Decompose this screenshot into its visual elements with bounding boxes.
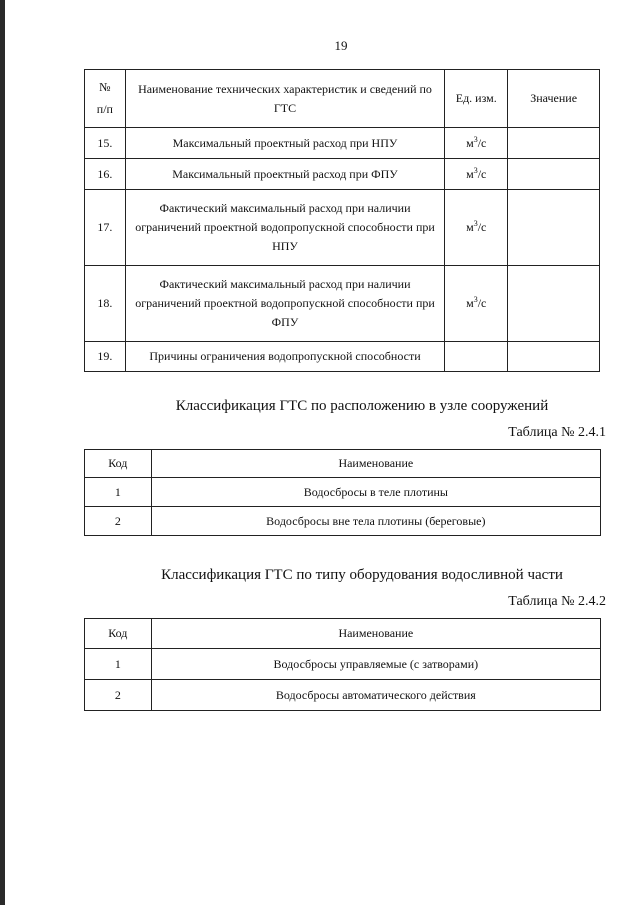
row-name: Водосбросы в теле плотины xyxy=(151,478,600,507)
table-row xyxy=(85,128,600,159)
unit-superscript: 3 xyxy=(473,295,478,304)
unit-base: м xyxy=(466,220,474,234)
row-code: 1 xyxy=(85,478,152,507)
row-code: 2 xyxy=(85,507,152,536)
row-name: Водосбросы управляемые (с затворами) xyxy=(151,649,600,680)
unit-superscript: 3 xyxy=(473,134,478,144)
table-row xyxy=(85,159,600,190)
table-label-2-4-2: Таблица № 2.4.2 xyxy=(508,594,606,609)
page-edge xyxy=(0,0,5,905)
classification-table-equipment xyxy=(84,618,601,711)
row-name: Фактический максимальный расход при наличии ограничений проектной водопропускной способности при НПУ xyxy=(125,190,445,266)
row-value xyxy=(508,128,600,159)
row-name: Причины ограничения водопропускной способности xyxy=(125,342,445,372)
row-unit xyxy=(445,342,508,372)
row-number: 19. xyxy=(85,342,126,372)
header-number-symbol: № xyxy=(99,80,111,94)
unit-tail: /с xyxy=(477,135,487,150)
row-unit xyxy=(445,266,508,342)
header-number xyxy=(85,70,126,128)
row-number: 18. xyxy=(85,266,126,342)
row-unit xyxy=(445,159,508,190)
table-row xyxy=(85,680,601,711)
unit-base: м xyxy=(466,296,474,310)
table-header-row xyxy=(85,450,601,478)
row-number: 17. xyxy=(85,190,126,266)
header-code: Код xyxy=(85,619,152,649)
table-header-row xyxy=(85,619,601,649)
page-number: 19 xyxy=(334,38,348,53)
unit-superscript: 3 xyxy=(473,165,478,175)
row-value xyxy=(508,342,600,372)
unit-tail: /с xyxy=(477,296,487,310)
table-label-2-4-1: Таблица № 2.4.1 xyxy=(508,425,606,440)
row-number: 15. xyxy=(85,128,126,159)
unit-tail: /с xyxy=(477,220,487,234)
row-name: Максимальный проектный расход при НПУ xyxy=(125,128,445,159)
table-row xyxy=(85,507,601,536)
row-value xyxy=(508,190,600,266)
row-value xyxy=(508,266,600,342)
header-unit: Ед. изм. xyxy=(445,70,508,128)
row-name: Водосбросы вне тела плотины (береговые) xyxy=(151,507,600,536)
row-code: 2 xyxy=(85,680,152,711)
classification-table-location xyxy=(84,449,601,536)
unit-base: м xyxy=(466,166,474,181)
row-name: Фактический максимальный расход при наличии ограничений проектной водопропускной способности при ФПУ xyxy=(125,266,445,342)
header-name: Наименование xyxy=(151,619,600,649)
section-title-equipment: Классификация ГТС по типу оборудования водосливной части xyxy=(161,567,563,583)
header-value: Значение xyxy=(508,70,600,128)
row-unit xyxy=(445,190,508,266)
table-row xyxy=(85,190,600,266)
row-code: 1 xyxy=(85,649,152,680)
row-value xyxy=(508,159,600,190)
table-row xyxy=(85,266,600,342)
characteristics-table xyxy=(84,69,600,372)
header-name: Наименование xyxy=(151,450,600,478)
unit-superscript: 3 xyxy=(473,219,478,228)
row-name: Максимальный проектный расход при ФПУ xyxy=(125,159,445,190)
header-code: Код xyxy=(85,450,152,478)
header-name: Наименование технических характеристик и сведений по ГТС xyxy=(125,70,445,128)
row-unit xyxy=(445,128,508,159)
header-number-abbr: п/п xyxy=(96,102,113,116)
row-name: Водосбросы автоматического действия xyxy=(151,680,600,711)
section-title-location: Классификация ГТС по расположению в узле сооружений xyxy=(175,398,549,414)
table-row xyxy=(85,478,601,507)
unit-tail: /с xyxy=(477,166,487,181)
table-row xyxy=(85,649,601,680)
table-row xyxy=(85,342,600,372)
table-header-row xyxy=(85,70,600,128)
unit-base: м xyxy=(466,135,474,150)
row-number: 16. xyxy=(85,159,126,190)
